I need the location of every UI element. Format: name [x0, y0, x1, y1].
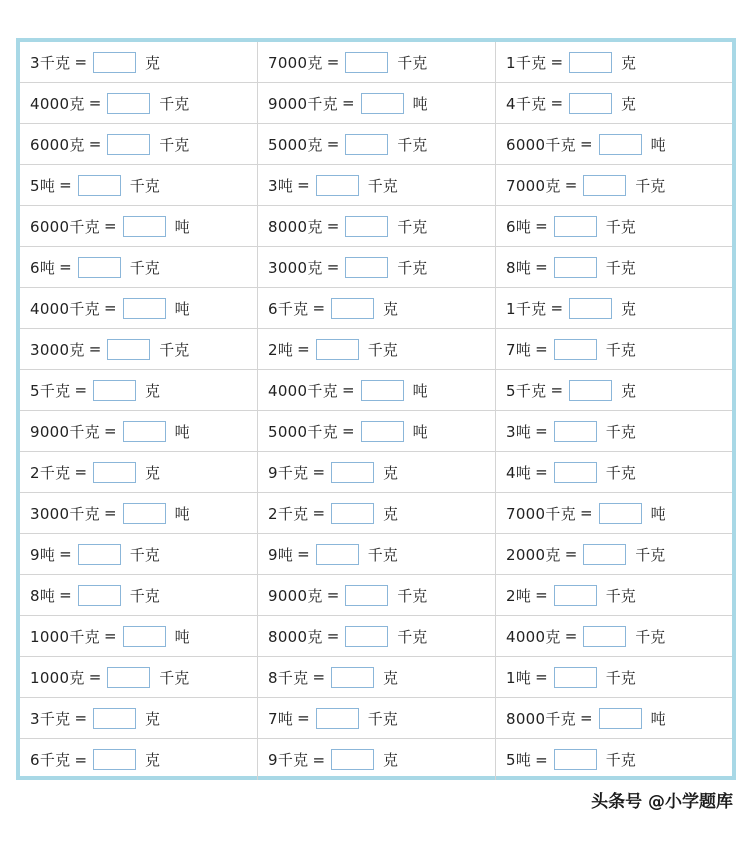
exercise-item — [496, 165, 732, 206]
equals-sign: = — [535, 668, 548, 686]
answer-box[interactable] — [345, 257, 388, 278]
answer-box[interactable] — [599, 503, 642, 524]
answer-box[interactable] — [123, 298, 166, 319]
exercise-item — [20, 575, 258, 616]
question-quantity: 2千克 — [268, 504, 309, 523]
equals-sign: = — [74, 53, 88, 71]
question-quantity: 2吨 — [506, 586, 532, 605]
answer-box[interactable] — [331, 462, 374, 483]
question-quantity: 6000千克 — [506, 135, 576, 154]
answer-unit: 千克 — [397, 53, 428, 72]
question-quantity: 6千克 — [30, 751, 71, 769]
exercise-item — [258, 657, 496, 698]
answer-unit: 克 — [145, 381, 161, 400]
answer-box[interactable] — [316, 339, 359, 360]
equals-sign: = — [326, 135, 340, 153]
equals-sign: = — [59, 258, 72, 276]
exercise-item — [496, 124, 732, 165]
question-quantity: 6千克 — [268, 299, 309, 318]
question-quantity: 1千克 — [506, 299, 547, 318]
answer-box[interactable] — [107, 93, 150, 114]
answer-unit: 克 — [383, 668, 399, 687]
question-quantity: 5吨 — [506, 751, 532, 769]
equals-sign: = — [535, 422, 548, 440]
answer-box[interactable] — [569, 380, 612, 401]
answer-box[interactable] — [361, 380, 404, 401]
question-quantity: 4000千克 — [268, 381, 338, 400]
exercise-item — [258, 124, 496, 165]
answer-box[interactable] — [93, 708, 136, 729]
exercise-item — [258, 698, 496, 739]
question-quantity: 5吨 — [30, 176, 56, 195]
exercise-item — [20, 698, 258, 739]
exercise-item — [258, 534, 496, 575]
answer-box[interactable] — [554, 421, 597, 442]
question-quantity: 3吨 — [268, 176, 294, 195]
answer-box[interactable] — [345, 52, 388, 73]
answer-box[interactable] — [123, 503, 166, 524]
question-quantity: 9吨 — [30, 545, 56, 564]
exercise-item — [258, 452, 496, 493]
answer-box[interactable] — [123, 216, 166, 237]
equals-sign: = — [341, 381, 355, 399]
answer-box[interactable] — [93, 462, 136, 483]
exercise-item — [496, 247, 732, 288]
answer-unit: 克 — [621, 94, 637, 113]
equals-sign: = — [535, 258, 548, 276]
question-quantity: 5000千克 — [268, 422, 338, 441]
answer-box[interactable] — [331, 503, 374, 524]
equals-sign: = — [88, 340, 102, 358]
question-quantity: 5000克 — [268, 135, 323, 154]
question-quantity: 1千克 — [506, 53, 547, 72]
equals-sign: = — [59, 586, 72, 604]
question-quantity: 8000千克 — [506, 709, 576, 728]
equals-sign: = — [326, 627, 340, 645]
answer-unit: 吨 — [650, 135, 666, 154]
question-quantity: 6吨 — [506, 217, 532, 236]
equals-sign: = — [88, 668, 102, 686]
answer-box[interactable] — [345, 626, 388, 647]
answer-unit: 克 — [383, 299, 399, 318]
exercise-item — [20, 329, 258, 370]
answer-box[interactable] — [554, 667, 597, 688]
exercise-item — [258, 42, 496, 83]
question-quantity: 4千克 — [506, 94, 547, 113]
answer-unit: 千克 — [367, 545, 398, 564]
answer-unit: 吨 — [650, 709, 666, 728]
answer-box[interactable] — [345, 585, 388, 606]
answer-unit: 千克 — [159, 668, 190, 687]
answer-unit: 千克 — [367, 709, 398, 728]
answer-unit: 吨 — [174, 422, 190, 441]
equals-sign: = — [550, 53, 564, 71]
answer-unit: 克 — [621, 299, 637, 318]
equals-sign: = — [550, 299, 564, 317]
question-quantity: 1吨 — [506, 668, 532, 687]
question-quantity: 8000克 — [268, 217, 323, 236]
question-quantity: 2000克 — [506, 545, 561, 564]
question-quantity: 7000克 — [506, 176, 561, 195]
answer-box[interactable] — [107, 134, 150, 155]
question-quantity: 9000克 — [268, 586, 323, 605]
equals-sign: = — [535, 586, 548, 604]
question-quantity: 3000千克 — [30, 504, 100, 523]
exercise-item — [258, 329, 496, 370]
exercise-item — [496, 370, 732, 411]
exercise-item — [20, 616, 258, 657]
exercise-item — [20, 247, 258, 288]
exercise-item — [496, 493, 732, 534]
exercise-item — [496, 206, 732, 247]
equals-sign: = — [564, 627, 578, 645]
question-quantity: 7吨 — [268, 709, 294, 728]
equals-sign: = — [535, 463, 548, 481]
exercise-item — [496, 575, 732, 616]
exercise-item — [20, 452, 258, 493]
exercise-item — [20, 83, 258, 124]
exercise-item — [20, 370, 258, 411]
question-quantity: 5千克 — [506, 381, 547, 400]
exercise-item — [496, 42, 732, 83]
question-quantity: 2千克 — [30, 463, 71, 482]
answer-unit: 千克 — [159, 340, 190, 359]
exercise-item — [258, 739, 496, 780]
answer-box[interactable] — [93, 380, 136, 401]
answer-unit: 千克 — [129, 176, 160, 195]
question-quantity: 5千克 — [30, 381, 71, 400]
equals-sign: = — [579, 135, 593, 153]
answer-box[interactable] — [554, 339, 597, 360]
answer-unit: 千克 — [605, 340, 636, 359]
equals-sign: = — [297, 545, 310, 563]
answer-unit: 千克 — [129, 545, 160, 564]
exercise-item — [496, 534, 732, 575]
answer-unit: 吨 — [412, 422, 428, 441]
answer-box[interactable] — [78, 585, 121, 606]
equals-sign: = — [535, 340, 548, 358]
answer-unit: 千克 — [635, 545, 666, 564]
answer-unit: 克 — [621, 381, 637, 400]
question-quantity: 6吨 — [30, 258, 56, 277]
equals-sign: = — [535, 217, 548, 235]
exercise-item — [20, 493, 258, 534]
exercise-item — [258, 247, 496, 288]
question-quantity: 9千克 — [268, 463, 309, 482]
exercise-item — [496, 288, 732, 329]
exercise-item — [258, 206, 496, 247]
answer-box[interactable] — [316, 175, 359, 196]
watermark-credit: 头条号 @小学题库 — [591, 792, 733, 812]
answer-unit: 千克 — [397, 586, 428, 605]
answer-unit: 千克 — [605, 217, 636, 236]
answer-unit: 千克 — [605, 422, 636, 441]
question-quantity: 8吨 — [506, 258, 532, 277]
question-quantity: 4000克 — [30, 94, 85, 113]
answer-unit: 千克 — [605, 463, 636, 482]
answer-unit: 千克 — [397, 258, 428, 277]
answer-box[interactable] — [316, 544, 359, 565]
question-quantity: 9千克 — [268, 751, 309, 769]
question-quantity: 4吨 — [506, 463, 532, 482]
answer-unit: 吨 — [174, 217, 190, 236]
answer-box[interactable] — [583, 626, 626, 647]
equals-sign: = — [312, 750, 326, 769]
equals-sign: = — [297, 340, 310, 358]
exercise-item — [258, 575, 496, 616]
answer-unit: 千克 — [159, 94, 190, 113]
exercise-item — [20, 411, 258, 452]
answer-box[interactable] — [554, 216, 597, 237]
answer-box[interactable] — [78, 175, 121, 196]
answer-box[interactable] — [345, 134, 388, 155]
answer-box[interactable] — [554, 462, 597, 483]
answer-unit: 克 — [383, 751, 399, 769]
question-quantity: 3千克 — [30, 709, 71, 728]
answer-box[interactable] — [123, 421, 166, 442]
equals-sign: = — [564, 545, 578, 563]
answer-box[interactable] — [361, 421, 404, 442]
question-quantity: 3000克 — [268, 258, 323, 277]
equals-sign: = — [59, 176, 72, 194]
answer-box[interactable] — [599, 134, 642, 155]
question-quantity: 8000克 — [268, 627, 323, 646]
exercise-item — [20, 42, 258, 83]
question-quantity: 9000千克 — [268, 94, 338, 113]
answer-box[interactable] — [599, 708, 642, 729]
question-quantity: 3吨 — [506, 422, 532, 441]
answer-unit: 千克 — [129, 586, 160, 605]
answer-box[interactable] — [569, 93, 612, 114]
answer-unit: 吨 — [174, 627, 190, 646]
answer-box[interactable] — [331, 667, 374, 688]
exercise-item — [496, 657, 732, 698]
equals-sign: = — [74, 709, 88, 727]
equals-sign: = — [74, 381, 88, 399]
equals-sign: = — [579, 709, 593, 727]
equals-sign: = — [103, 422, 117, 440]
answer-unit: 克 — [145, 709, 161, 728]
exercise-item — [20, 657, 258, 698]
answer-unit: 吨 — [412, 94, 428, 113]
answer-unit: 千克 — [397, 135, 428, 154]
answer-unit: 千克 — [159, 135, 190, 154]
equals-sign: = — [59, 545, 72, 563]
equals-sign: = — [312, 668, 326, 686]
question-quantity: 6000克 — [30, 135, 85, 154]
question-quantity: 1000千克 — [30, 627, 100, 646]
answer-unit: 千克 — [129, 258, 160, 277]
answer-box[interactable] — [331, 298, 374, 319]
exercise-item — [20, 739, 258, 780]
exercise-grid — [20, 42, 732, 780]
equals-sign: = — [326, 53, 340, 71]
exercise-item — [496, 698, 732, 739]
equals-sign: = — [103, 299, 117, 317]
exercise-item — [496, 329, 732, 370]
answer-box[interactable] — [554, 257, 597, 278]
answer-box[interactable] — [107, 339, 150, 360]
question-quantity: 7吨 — [506, 340, 532, 359]
equals-sign: = — [297, 709, 310, 727]
exercise-item — [20, 165, 258, 206]
exercise-item — [20, 206, 258, 247]
exercise-item — [258, 616, 496, 657]
equals-sign: = — [297, 176, 310, 194]
exercise-item — [496, 83, 732, 124]
answer-unit: 克 — [145, 463, 161, 482]
question-quantity: 3000克 — [30, 340, 85, 359]
exercise-item — [20, 124, 258, 165]
answer-box[interactable] — [554, 749, 597, 770]
answer-unit: 吨 — [174, 299, 190, 318]
answer-box[interactable] — [361, 93, 404, 114]
exercise-item — [258, 165, 496, 206]
answer-unit: 千克 — [635, 627, 666, 646]
question-quantity: 2吨 — [268, 340, 294, 359]
exercise-item — [258, 288, 496, 329]
question-quantity: 1000克 — [30, 668, 85, 687]
question-quantity: 4000克 — [506, 627, 561, 646]
answer-unit: 吨 — [174, 504, 190, 523]
answer-unit: 克 — [383, 504, 399, 523]
equals-sign: = — [550, 94, 564, 112]
answer-box[interactable] — [569, 298, 612, 319]
answer-box[interactable] — [107, 667, 150, 688]
answer-box[interactable] — [331, 749, 374, 770]
answer-unit: 克 — [383, 463, 399, 482]
exercise-item — [258, 370, 496, 411]
equals-sign: = — [326, 586, 340, 604]
equals-sign: = — [550, 381, 564, 399]
exercise-item — [496, 411, 732, 452]
equals-sign: = — [564, 176, 578, 194]
equals-sign: = — [326, 258, 340, 276]
answer-unit: 千克 — [367, 340, 398, 359]
answer-box[interactable] — [93, 52, 136, 73]
exercise-item — [258, 411, 496, 452]
answer-box[interactable] — [554, 585, 597, 606]
equals-sign: = — [103, 217, 117, 235]
answer-box[interactable] — [569, 52, 612, 73]
answer-unit: 吨 — [650, 504, 666, 523]
equals-sign: = — [341, 94, 355, 112]
answer-box[interactable] — [583, 175, 626, 196]
question-quantity: 9000千克 — [30, 422, 100, 441]
exercise-item — [258, 493, 496, 534]
equals-sign: = — [341, 422, 355, 440]
worksheet-frame — [16, 38, 736, 780]
answer-box[interactable] — [123, 626, 166, 647]
question-quantity: 7000千克 — [506, 504, 576, 523]
answer-unit: 克 — [145, 751, 161, 769]
equals-sign: = — [74, 463, 88, 481]
question-quantity: 8千克 — [268, 668, 309, 687]
question-quantity: 4000千克 — [30, 299, 100, 318]
answer-unit: 千克 — [397, 627, 428, 646]
equals-sign: = — [103, 504, 117, 522]
answer-unit: 千克 — [367, 176, 398, 195]
exercise-item — [258, 83, 496, 124]
answer-box[interactable] — [345, 216, 388, 237]
equals-sign: = — [74, 750, 88, 769]
answer-unit: 千克 — [605, 586, 636, 605]
question-quantity: 9吨 — [268, 545, 294, 564]
exercise-item — [20, 534, 258, 575]
equals-sign: = — [579, 504, 593, 522]
answer-box[interactable] — [93, 749, 136, 770]
answer-unit: 千克 — [397, 217, 428, 236]
equals-sign: = — [312, 504, 326, 522]
answer-box[interactable] — [78, 544, 121, 565]
equals-sign: = — [88, 135, 102, 153]
equals-sign: = — [88, 94, 102, 112]
answer-unit: 千克 — [605, 258, 636, 277]
equals-sign: = — [326, 217, 340, 235]
answer-box[interactable] — [316, 708, 359, 729]
answer-unit: 克 — [145, 53, 161, 72]
question-quantity: 6000千克 — [30, 217, 100, 236]
answer-unit: 吨 — [412, 381, 428, 400]
equals-sign: = — [312, 299, 326, 317]
exercise-item — [20, 288, 258, 329]
equals-sign: = — [103, 627, 117, 645]
equals-sign: = — [312, 463, 326, 481]
exercise-item — [496, 739, 732, 780]
answer-unit: 克 — [621, 53, 637, 72]
answer-box[interactable] — [78, 257, 121, 278]
answer-unit: 千克 — [635, 176, 666, 195]
exercise-item — [496, 616, 732, 657]
question-quantity: 8吨 — [30, 586, 56, 605]
exercise-item — [496, 452, 732, 493]
answer-unit: 千克 — [605, 668, 636, 687]
question-quantity: 7000克 — [268, 53, 323, 72]
equals-sign: = — [535, 750, 548, 769]
answer-unit: 千克 — [605, 751, 636, 769]
answer-box[interactable] — [583, 544, 626, 565]
question-quantity: 3千克 — [30, 53, 71, 72]
